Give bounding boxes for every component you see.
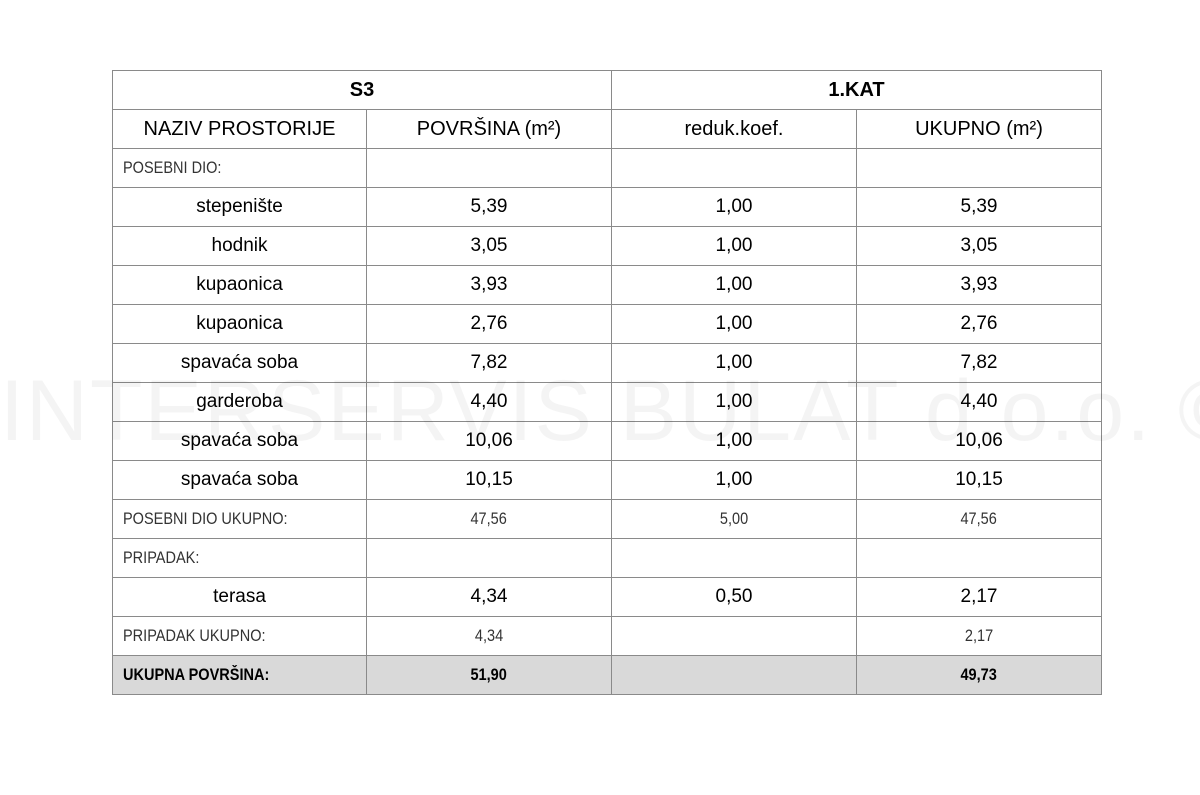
room-total: 3,93 (857, 266, 1102, 305)
section-row-posebni-dio (113, 149, 1102, 188)
room-name: spavaća soba (113, 422, 367, 461)
room-name: hodnik (113, 227, 367, 266)
room-name: kupaonica (113, 305, 367, 344)
room-area: 10,06 (367, 422, 612, 461)
grand-total-area: 51,90 (470, 665, 508, 684)
floor-label: 1.KAT (612, 71, 1102, 110)
table-row (113, 344, 1102, 383)
room-total: 2,76 (857, 305, 1102, 344)
section-label: PRIPADAK: (123, 548, 200, 567)
column-header-area: POVRŠINA (m²) (367, 110, 612, 149)
column-header-row (113, 110, 1102, 149)
table-row (113, 383, 1102, 422)
room-area: 3,05 (367, 227, 612, 266)
room-coef: 1,00 (612, 266, 857, 305)
area-table (112, 70, 1102, 695)
room-total: 7,82 (857, 344, 1102, 383)
room-name: terasa (113, 578, 367, 617)
table-row (113, 188, 1102, 227)
table-row (113, 266, 1102, 305)
table-row (113, 422, 1102, 461)
room-total: 10,06 (857, 422, 1102, 461)
section-label: POSEBNI DIO: (123, 158, 222, 177)
room-coef: 1,00 (612, 422, 857, 461)
room-name: spavaća soba (113, 344, 367, 383)
room-area: 4,34 (367, 578, 612, 617)
grand-total-row (113, 656, 1102, 695)
room-total: 2,17 (857, 578, 1102, 617)
room-total: 3,05 (857, 227, 1102, 266)
room-area: 5,39 (367, 188, 612, 227)
table-row (113, 305, 1102, 344)
table-row (113, 227, 1102, 266)
subtotal-area: 4,34 (474, 626, 504, 645)
room-coef: 1,00 (612, 344, 857, 383)
room-area: 4,40 (367, 383, 612, 422)
room-total: 5,39 (857, 188, 1102, 227)
subtotal-area: 47,56 (470, 509, 508, 528)
room-coef: 1,00 (612, 305, 857, 344)
room-coef: 1,00 (612, 227, 857, 266)
subtotal-total: 2,17 (964, 626, 994, 645)
room-coef: 1,00 (612, 188, 857, 227)
room-name: stepenište (113, 188, 367, 227)
column-header-coef: reduk.koef. (612, 110, 857, 149)
room-coef: 1,00 (612, 383, 857, 422)
room-area: 2,76 (367, 305, 612, 344)
column-header-total: UKUPNO (m²) (857, 110, 1102, 149)
room-total: 4,40 (857, 383, 1102, 422)
room-area: 7,82 (367, 344, 612, 383)
room-name: garderoba (113, 383, 367, 422)
subtotal-total: 47,56 (960, 509, 998, 528)
subtotal-row-pripadak (113, 617, 1102, 656)
table-header-row (113, 71, 1102, 110)
section-row-pripadak (113, 539, 1102, 578)
subtotal-label: POSEBNI DIO UKUPNO: (123, 509, 288, 528)
subtotal-label: PRIPADAK UKUPNO: (123, 626, 266, 645)
room-name: kupaonica (113, 266, 367, 305)
room-total: 10,15 (857, 461, 1102, 500)
column-header-name: NAZIV PROSTORIJE (113, 110, 367, 149)
table-row (113, 461, 1102, 500)
room-area: 3,93 (367, 266, 612, 305)
room-coef: 0,50 (612, 578, 857, 617)
room-coef: 1,00 (612, 461, 857, 500)
subtotal-row-posebni-dio (113, 500, 1102, 539)
unit-label: S3 (113, 71, 612, 110)
table-row (113, 578, 1102, 617)
subtotal-coef: 5,00 (719, 509, 749, 528)
grand-total-label: UKUPNA POVRŠINA: (123, 665, 270, 684)
grand-total-total: 49,73 (960, 665, 998, 684)
room-area: 10,15 (367, 461, 612, 500)
room-name: spavaća soba (113, 461, 367, 500)
